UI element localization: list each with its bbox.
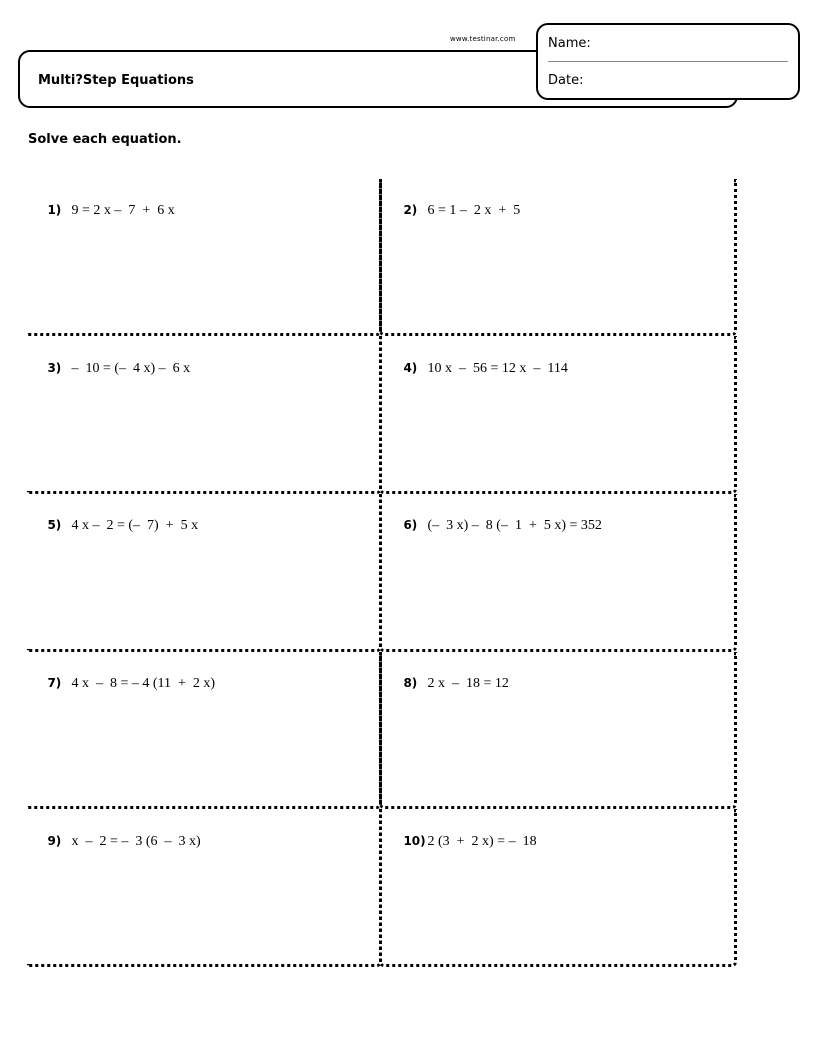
- problem-equation: 9 = 2 x – 7 + 6 x: [71, 203, 175, 218]
- problem-9: [33, 818, 201, 865]
- instructions: Solve each equation.: [28, 132, 182, 147]
- problem-number: 8): [403, 676, 418, 690]
- problem-number: 4): [403, 361, 418, 375]
- problem-equation: 4 x – 8 = – 4 (11 + 2 x): [71, 676, 216, 691]
- problem-equation: 6 = 1 – 2 x + 5: [427, 203, 521, 218]
- problem-equation: 2 (3 + 2 x) = – 18: [427, 834, 537, 849]
- problem-equation: x – 2 = – 3 (6 – 3 x): [71, 834, 201, 849]
- problem-number: 9): [47, 834, 62, 848]
- problem-1: [33, 187, 175, 234]
- problem-number: 5): [47, 518, 62, 532]
- problem-5: [33, 502, 198, 549]
- problem-7: [33, 660, 215, 707]
- problem-10: [389, 818, 537, 865]
- problem-4: [389, 345, 568, 392]
- name-line-divider: [548, 61, 788, 62]
- problem-equation: 4 x – 2 = (– 7) + 5 x: [71, 518, 199, 533]
- problem-2: [389, 187, 520, 234]
- problem-number: 1): [47, 203, 62, 217]
- website-label: www.testinar.com: [450, 35, 516, 43]
- worksheet-title: Multi?Step Equations: [38, 73, 194, 88]
- problem-3: [33, 345, 190, 392]
- name-label: Name:: [548, 36, 591, 51]
- problem-equation: (– 3 x) – 8 (– 1 + 5 x) = 352: [427, 518, 602, 533]
- problem-number: 2): [403, 203, 418, 217]
- problem-6: [389, 502, 602, 549]
- date-label: Date:: [548, 73, 584, 88]
- problem-number: 10): [403, 834, 426, 848]
- problem-equation: 10 x – 56 = 12 x – 114: [427, 361, 568, 376]
- problem-number: 3): [47, 361, 62, 375]
- problem-8: [389, 660, 509, 707]
- problem-number: 7): [47, 676, 62, 690]
- problem-equation: 2 x – 18 = 12: [427, 676, 509, 691]
- problem-number: 6): [403, 518, 418, 532]
- problem-equation: – 10 = (– 4 x) – 6 x: [71, 361, 191, 376]
